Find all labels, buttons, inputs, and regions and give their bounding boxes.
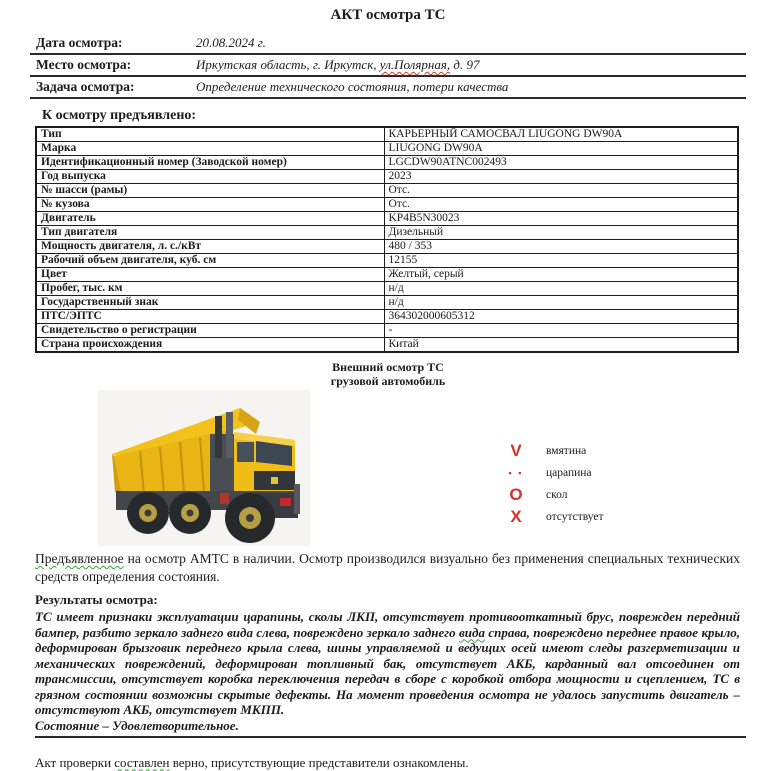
table-row	[36, 254, 738, 268]
spellcheck-underline: составлен	[114, 754, 170, 770]
chip-o-icon: O	[509, 485, 523, 504]
legend-label: царапина	[546, 467, 592, 479]
legend-label: скол	[546, 489, 568, 501]
presence-paragraph	[35, 550, 740, 585]
spec-label: Год выпуска	[36, 170, 384, 184]
legend-item-dent	[498, 440, 604, 462]
spec-label: Рабочий объем двигателя, куб. см	[36, 254, 384, 268]
spec-value: -	[384, 324, 738, 338]
spec-label: Двигатель	[36, 212, 384, 226]
table-row	[36, 282, 738, 296]
dent-v-icon: V	[510, 441, 522, 460]
condition-line: Состояние – Удовлетворительное.	[35, 717, 239, 733]
table-row	[36, 198, 738, 212]
table-row	[36, 156, 738, 170]
spec-value: 364302000605312	[384, 310, 738, 324]
spec-label: Мощность двигателя, л. с./кВт	[36, 240, 384, 254]
legend-item-chip	[498, 484, 604, 506]
table-row	[36, 240, 738, 254]
spellcheck-underline: Предъявленное	[35, 551, 124, 566]
spec-label: № шасси (рамы)	[36, 184, 384, 198]
info-label: Место осмотра:	[36, 57, 132, 72]
spec-value: 2023	[384, 170, 738, 184]
table-row	[36, 142, 738, 156]
spec-label: Свидетельство о регистрации	[36, 324, 384, 338]
missing-x-icon: X	[510, 507, 522, 526]
spec-label: Государственный знак	[36, 296, 384, 310]
table-row	[36, 212, 738, 226]
footer-text: верно, присутствующие представители ознакомлены.	[169, 754, 469, 770]
spec-value: Желтый, серый	[384, 268, 738, 282]
section-divider	[35, 736, 746, 738]
dump-truck-illustration	[98, 390, 310, 546]
vehicle-spec-table	[35, 126, 739, 353]
results-paragraph	[35, 609, 740, 734]
legend-label: отсутствует	[546, 511, 604, 523]
spec-label: ПТС/ЭПТС	[36, 310, 384, 324]
table-row	[36, 296, 738, 310]
table-row	[36, 338, 738, 353]
spec-label: № кузова	[36, 198, 384, 212]
presence-text: на осмотр АМТС в наличии. Осмотр производился визуально без применения специальных технических средств определения состояния.	[35, 551, 740, 584]
damage-legend	[498, 440, 604, 528]
spec-value: KP4B5N30023	[384, 212, 738, 226]
info-value	[186, 79, 508, 95]
external-heading-line2: грузовой автомобиль	[330, 374, 446, 388]
table-row	[36, 310, 738, 324]
scratch-dash-icon: ▪ ▪	[508, 468, 524, 478]
spec-value: LGCDW90ATNC002493	[384, 156, 738, 170]
results-heading: Результаты осмотра:	[35, 592, 158, 607]
info-row-date	[30, 33, 746, 55]
spec-value: КАРЬЕРНЫЙ САМОСВАЛ LIUGONG DW90A	[384, 127, 738, 142]
info-value-text: д. 97	[450, 57, 480, 72]
spec-value: Дизельный	[384, 226, 738, 240]
visual-inspection-block	[35, 390, 741, 546]
page-title: АКТ осмотра ТС	[330, 7, 446, 23]
footer-statement	[35, 755, 740, 771]
spec-value: Отс.	[384, 184, 738, 198]
spec-value: Отс.	[384, 198, 738, 212]
spec-value: LIUGONG DW90A	[384, 142, 738, 156]
info-value-text: Иркутская область, г. Иркутск,	[196, 57, 380, 72]
spellcheck-underline: вида	[458, 624, 485, 640]
spec-label: Цвет	[36, 268, 384, 282]
results-text-part: справа, повреждено переднее правое крыло, деформирован брызговик переднего крыла слева, шины управляемой и ведущих осей имеют следы разгерметизации и механических повреждений, деформирован топливный бак, отсутствует АКБ, карданный вал отсоединен от трансмиссии, отсутствует коробка переключения передач в сборе с коробкой отбора мощности и сцеплением, ТС в грязном состоянии возможны скрытые дефекты. На момент проведения осмотра не удалось запустить двигатель – отсутствуют АКБ, отсутствует МКПП.	[35, 624, 740, 717]
spec-value: 12155	[384, 254, 738, 268]
truck-photo	[98, 390, 310, 546]
spec-label: Тип	[36, 127, 384, 142]
info-value	[186, 35, 266, 51]
inspection-act-document	[0, 7, 776, 770]
info-row-place	[30, 55, 746, 77]
footer-text: Акт проверки	[35, 754, 115, 770]
spellcheck-underline: ул.Полярная,	[379, 57, 451, 72]
presented-heading: К осмотру предъявлено:	[42, 108, 197, 123]
inspection-info-table	[30, 33, 746, 99]
table-row	[36, 170, 738, 184]
info-value-text: Определение технического состояния, потери качества	[196, 79, 509, 94]
spec-label: Страна происхождения	[36, 338, 384, 353]
table-row	[36, 127, 738, 142]
spec-label: Пробег, тыс. км	[36, 282, 384, 296]
info-value-text: 20.08.2024 г.	[196, 35, 266, 50]
external-inspection-heading	[0, 360, 776, 388]
table-row	[36, 226, 738, 240]
legend-item-scratch	[498, 462, 604, 484]
info-label: Дата осмотра:	[36, 35, 123, 50]
table-row	[36, 324, 738, 338]
legend-item-missing	[498, 506, 604, 528]
results-text-part: ТС имеет признаки эксплуатации царапины, сколы ЛКП, отсутствует противооткатный брус, поврежден передний бампер, разбито зеркало заднего вида слева, повреждено зеркало заднего	[35, 609, 740, 640]
info-label: Задача осмотра:	[36, 79, 135, 94]
table-row	[36, 268, 738, 282]
legend-label: вмятина	[546, 445, 587, 457]
spec-value: 480 / 353	[384, 240, 738, 254]
spec-value: н/д	[384, 282, 738, 296]
table-row	[36, 184, 738, 198]
spec-label: Марка	[36, 142, 384, 156]
info-row-task	[30, 77, 746, 99]
info-value	[186, 57, 479, 73]
external-heading-line1: Внешний осмотр ТС	[332, 360, 444, 374]
spec-value: н/д	[384, 296, 738, 310]
spec-label: Идентификационный номер (Заводской номер)	[36, 156, 384, 170]
spec-value: Китай	[384, 338, 738, 353]
spec-label: Тип двигателя	[36, 226, 384, 240]
